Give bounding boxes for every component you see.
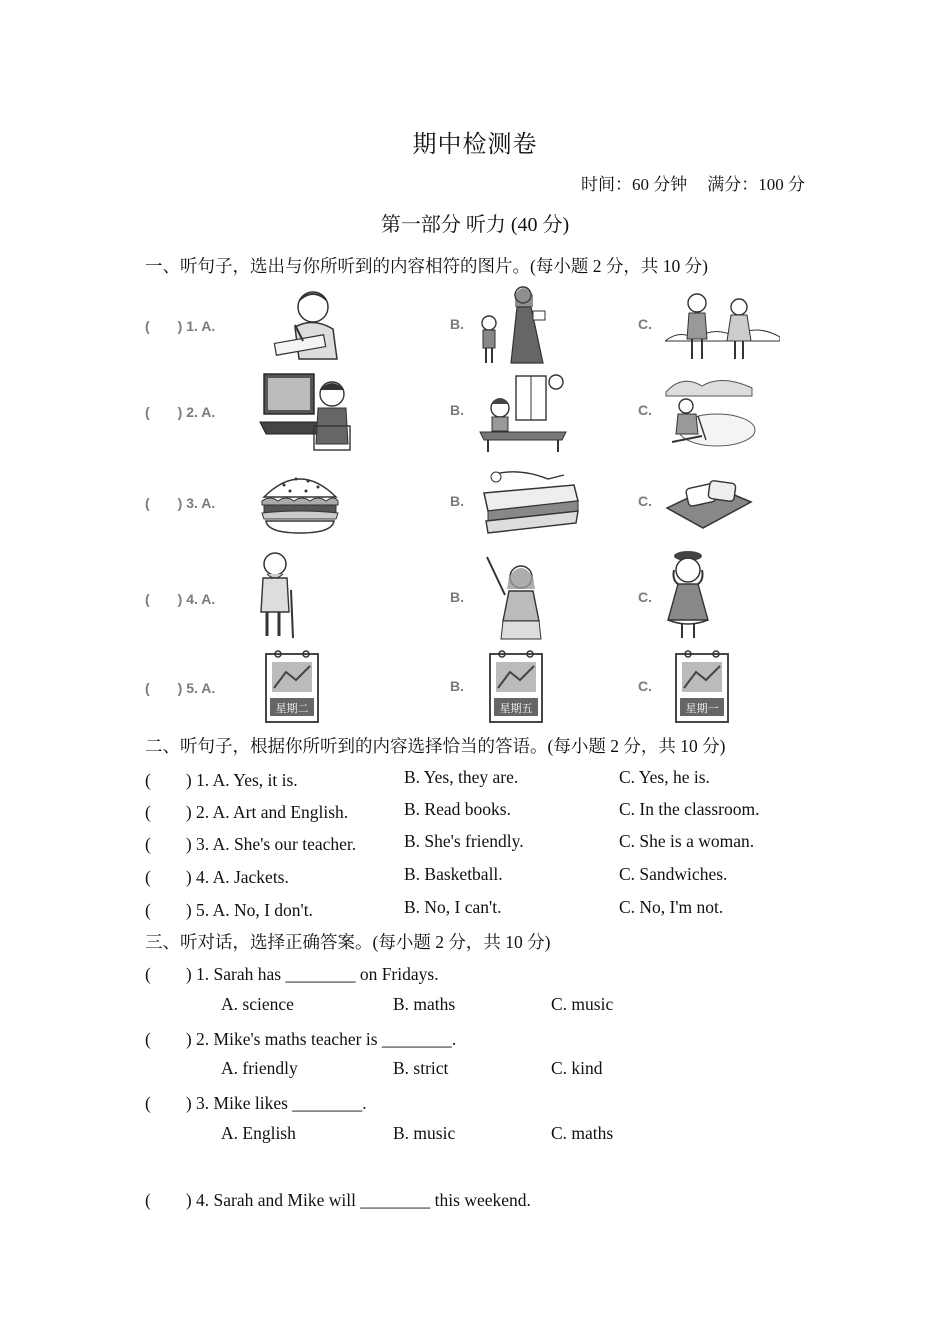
s2-question-4: ( ) 4. A. Jackets. B. Basketball. C. Sandwiches.	[145, 864, 728, 887]
s1-row3-b: B.	[450, 493, 464, 509]
s2-question-1: ( ) 1. A. Yes, it is. B. Yes, they are. C. Yes, he is.	[145, 767, 710, 790]
bread-plate-image	[663, 468, 753, 534]
section1-heading: 一、听句子，选出与你所听到的内容相符的图片。(每小题 2 分，共 10 分)	[145, 256, 708, 276]
calendar-label-c: 星期一	[685, 702, 719, 715]
boy-writing-image	[255, 285, 355, 363]
s1-row1-b: B.	[450, 316, 464, 332]
part-heading: 第一部分 听力 (40 分)	[380, 214, 570, 236]
s1-row4-c: C.	[638, 589, 652, 605]
calendar-label-a: 星期二	[275, 702, 309, 715]
exam-meta	[581, 170, 805, 195]
exam-time: 时间：60 分钟	[581, 175, 688, 194]
s1-row2-labels: ( ) 2. A.	[145, 404, 216, 420]
s3-options-1: A. science B. maths C. music	[221, 994, 614, 1014]
child-skiing-snow-image	[662, 372, 757, 452]
s1-row5-c: C.	[638, 678, 652, 694]
sandwich-image	[478, 465, 580, 535]
section2-heading: 二、听句子，根据你所听到的内容选择恰当的答语。(每小题 2 分，共 10 分)	[145, 736, 726, 756]
s1-row1-c: C.	[638, 316, 652, 332]
girl-reading-desk-image	[478, 372, 568, 452]
calendar-image-c	[672, 648, 732, 726]
page-title: 期中检测卷	[412, 132, 538, 158]
s1-row4-labels: ( ) 4. A.	[145, 591, 216, 607]
s1-row4-b: B.	[450, 589, 464, 605]
s1-row2-c: C.	[638, 402, 652, 418]
s1-row5-labels: ( ) 5. A.	[145, 680, 216, 696]
s3-options-3: A. English B. music C. maths	[221, 1123, 614, 1143]
section3-heading: 三、听对话，选择正确答案。(每小题 2 分，共 10 分)	[145, 932, 551, 952]
s1-row5-b: B.	[450, 678, 464, 694]
teacher-pointer-image	[485, 555, 555, 641]
grandpa-cane-image	[255, 550, 301, 640]
s3-question-2: ( ) 2. Mike's maths teacher is ________.	[145, 1029, 457, 1049]
calendar-image-b	[486, 648, 546, 726]
boy-computer-image	[256, 372, 352, 452]
s3-question-1: ( ) 1. Sarah has ________ on Fridays.	[145, 964, 439, 984]
calendar-image-a	[262, 648, 322, 726]
s3-question-3: ( ) 3. Mike likes ________.	[145, 1093, 367, 1113]
girl-hat-dress-image	[664, 548, 714, 640]
s2-question-3: ( ) 3. A. She's our teacher. B. She's friendly. C. She is a woman.	[145, 831, 755, 854]
mother-and-child-image	[475, 283, 550, 365]
calendar-label-b: 星期五	[499, 702, 533, 715]
hamburger-image	[260, 465, 340, 537]
s1-row1-labels: ( ) 1. A.	[145, 318, 216, 334]
s2-question-2: ( ) 2. A. Art and English. B. Read books. C. In the classroom.	[145, 799, 760, 822]
s1-row2-b: B.	[450, 402, 464, 418]
s3-question-4: ( ) 4. Sarah and Mike will ________ this weekend.	[145, 1190, 531, 1210]
s1-row3-c: C.	[638, 493, 652, 509]
s2-question-5: ( ) 5. A. No, I don't. B. No, I can't. C. No, I'm not.	[145, 897, 724, 920]
exam-score: 满分：100 分	[707, 175, 805, 194]
two-children-talking-image	[665, 285, 780, 363]
s1-row3-labels: ( ) 3. A.	[145, 495, 216, 511]
s3-options-2: A. friendly B. strict C. kind	[221, 1058, 603, 1078]
